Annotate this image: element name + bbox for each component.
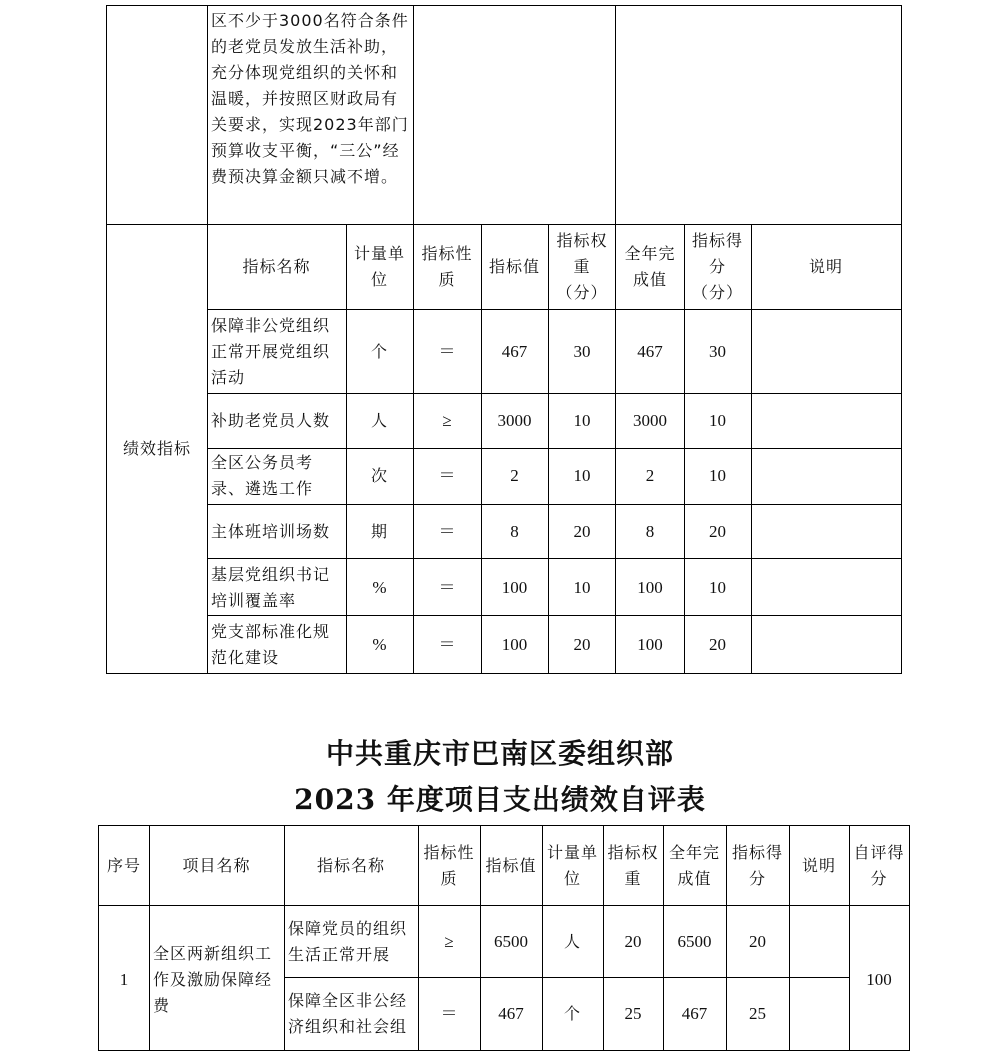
table-row-score: 10 xyxy=(709,466,726,485)
project-name: 全区两新组织工作及激励保障经费 xyxy=(153,944,273,1015)
table-row-unit: 人 xyxy=(370,411,388,430)
table-row-nature: ≥ xyxy=(444,932,454,951)
table-row-score: 30 xyxy=(709,341,726,361)
table-border xyxy=(542,825,543,1051)
table-row-value: 100 xyxy=(501,577,528,597)
table-row-name: 基层党组织书记培训覆盖率 xyxy=(211,564,331,610)
table-row-completed: 100 xyxy=(637,577,663,597)
project-self-score: 100 xyxy=(866,970,892,989)
table-row-weight: 25 xyxy=(624,1004,642,1023)
table-border xyxy=(663,825,664,1051)
table-row-value: 6500 xyxy=(494,932,528,951)
page-title: 中共重庆市巴南区委组织部 xyxy=(325,737,674,770)
header-weight: 指标权重（分） xyxy=(556,231,608,302)
page-subtitle: 2023 年度项目支出绩效自评表 xyxy=(294,783,706,816)
table-border xyxy=(207,615,902,616)
table-border xyxy=(284,825,285,1051)
table-row-completed: 8 xyxy=(645,521,655,541)
table-row-unit: % xyxy=(372,634,387,654)
table-border xyxy=(481,224,482,674)
header-unit: 计量单位 xyxy=(546,843,598,888)
table-border xyxy=(207,5,208,674)
table-border xyxy=(726,825,727,1051)
header-note: 说明 xyxy=(808,257,843,276)
header-serial: 序号 xyxy=(106,856,141,875)
table-row-unit: % xyxy=(372,577,387,597)
header-score: 指标得分 xyxy=(731,843,783,888)
table-row-value: 2 xyxy=(510,466,519,485)
table-row-weight: 20 xyxy=(573,634,591,654)
table-row-name: 保障全区非公经济组织和社会组 xyxy=(288,991,408,1036)
header-indicator-name: 指标名称 xyxy=(242,257,311,276)
table-row-nature: ＝ xyxy=(438,341,456,361)
table-row-nature: ＝ xyxy=(438,634,456,654)
table-row-value: 467 xyxy=(501,341,528,361)
header-project-name: 项目名称 xyxy=(182,856,251,875)
table-border xyxy=(207,448,902,449)
table-row-completed: 2 xyxy=(645,466,655,485)
table-row-weight: 20 xyxy=(573,521,591,541)
table-row-note xyxy=(751,448,901,504)
table-border xyxy=(480,825,481,1051)
table-border xyxy=(106,224,902,225)
table-row-nature: ＝ xyxy=(440,1004,458,1023)
table-row-value: 467 xyxy=(498,1004,524,1023)
table-row-completed: 467 xyxy=(681,1004,708,1023)
header-value: 指标值 xyxy=(485,856,537,875)
header-completed: 全年完成值 xyxy=(668,843,720,888)
table-border xyxy=(207,504,902,505)
table-row-weight: 10 xyxy=(573,411,591,430)
table-row-weight: 10 xyxy=(573,577,591,597)
table-row-unit: 期 xyxy=(370,521,388,541)
table-border xyxy=(751,224,752,674)
table-row-note xyxy=(751,309,901,394)
table-row-completed: 3000 xyxy=(633,411,667,430)
header-score: 指标得分（分） xyxy=(692,231,744,302)
table-row-note xyxy=(751,504,901,559)
table-border xyxy=(849,825,850,1051)
table-border xyxy=(901,5,902,674)
header-note: 说明 xyxy=(801,856,836,875)
table-border xyxy=(149,825,150,1051)
table-row-value: 8 xyxy=(510,521,519,541)
table-row-nature: ＝ xyxy=(438,521,456,541)
table-row-weight: 10 xyxy=(573,466,591,485)
table-border xyxy=(413,5,414,674)
table-row-value: 100 xyxy=(501,634,528,654)
project-description-text: 区不少于3000名符合条件的老党员发放生活补助，充分体现党组织的关怀和温暖，并按照区财政局有关要求，实现2023年部门预算收支平衡，“三公”经费预决算金额只减不增。 xyxy=(211,11,409,186)
table-row-weight: 30 xyxy=(573,341,591,361)
table-row-name: 党支部标准化规范化建设 xyxy=(211,621,331,667)
header-unit: 计量单位 xyxy=(353,244,405,289)
table-row-nature: ＝ xyxy=(438,466,456,485)
table-row-unit: 个 xyxy=(370,341,388,361)
table-border xyxy=(909,825,910,1051)
table-row-note xyxy=(751,616,901,673)
table-row-unit: 人 xyxy=(563,932,581,951)
header-nature: 指标性质 xyxy=(421,244,473,289)
table-row-completed: 467 xyxy=(637,341,663,361)
table-row-weight: 20 xyxy=(624,932,642,951)
header-indicator-name: 指标名称 xyxy=(316,856,385,875)
table-row-name: 主体班培训场数 xyxy=(211,521,331,541)
table-border xyxy=(106,673,902,674)
header-self-score: 自评得分 xyxy=(853,843,905,888)
table-row-score: 20 xyxy=(749,932,766,951)
table-row-note xyxy=(789,978,849,1050)
table-row-name: 补助老党员人数 xyxy=(211,411,331,430)
table-border xyxy=(207,393,902,394)
table-row-nature: ≥ xyxy=(442,411,452,430)
table-border xyxy=(207,309,902,310)
table-row-name: 全区公务员考录、遴选工作 xyxy=(211,453,314,498)
table-row-completed: 100 xyxy=(637,634,663,654)
table-border xyxy=(789,825,790,1051)
table-row-unit: 次 xyxy=(370,466,388,485)
table-row-name: 保障党员的组织生活正常开展 xyxy=(288,919,408,964)
table-row-unit: 个 xyxy=(563,1004,581,1023)
header-completed: 全年完成值 xyxy=(624,244,676,289)
table-row-score: 10 xyxy=(709,577,726,597)
table-row-score: 20 xyxy=(709,521,726,541)
section-label-performance-indicators: 绩效指标 xyxy=(122,439,191,458)
table-border xyxy=(106,5,902,6)
table-row-score: 10 xyxy=(709,411,726,430)
table-row-note xyxy=(751,394,901,448)
table-border xyxy=(615,5,616,674)
table-row-value: 3000 xyxy=(497,411,532,430)
table-border xyxy=(418,825,419,1051)
table-border xyxy=(284,977,849,978)
header-nature: 指标性质 xyxy=(423,843,475,888)
table-border xyxy=(98,825,99,1051)
table-border xyxy=(548,224,549,674)
table-border xyxy=(346,224,347,674)
table-border xyxy=(684,224,685,674)
header-weight: 指标权重 xyxy=(607,843,659,888)
table-row-note xyxy=(789,906,849,978)
table-row-completed: 6500 xyxy=(677,932,712,951)
table-row-name: 保障非公党组织正常开展党组织活动 xyxy=(211,315,331,387)
table-row-nature: ＝ xyxy=(438,577,456,597)
header-value: 指标值 xyxy=(488,257,540,276)
table-row-note xyxy=(751,559,901,616)
table-row-score: 20 xyxy=(709,634,726,654)
project-serial: 1 xyxy=(119,970,129,989)
table-border xyxy=(207,558,902,559)
table-border xyxy=(603,825,604,1051)
table-row-score: 25 xyxy=(749,1004,766,1023)
table-border xyxy=(106,5,107,674)
